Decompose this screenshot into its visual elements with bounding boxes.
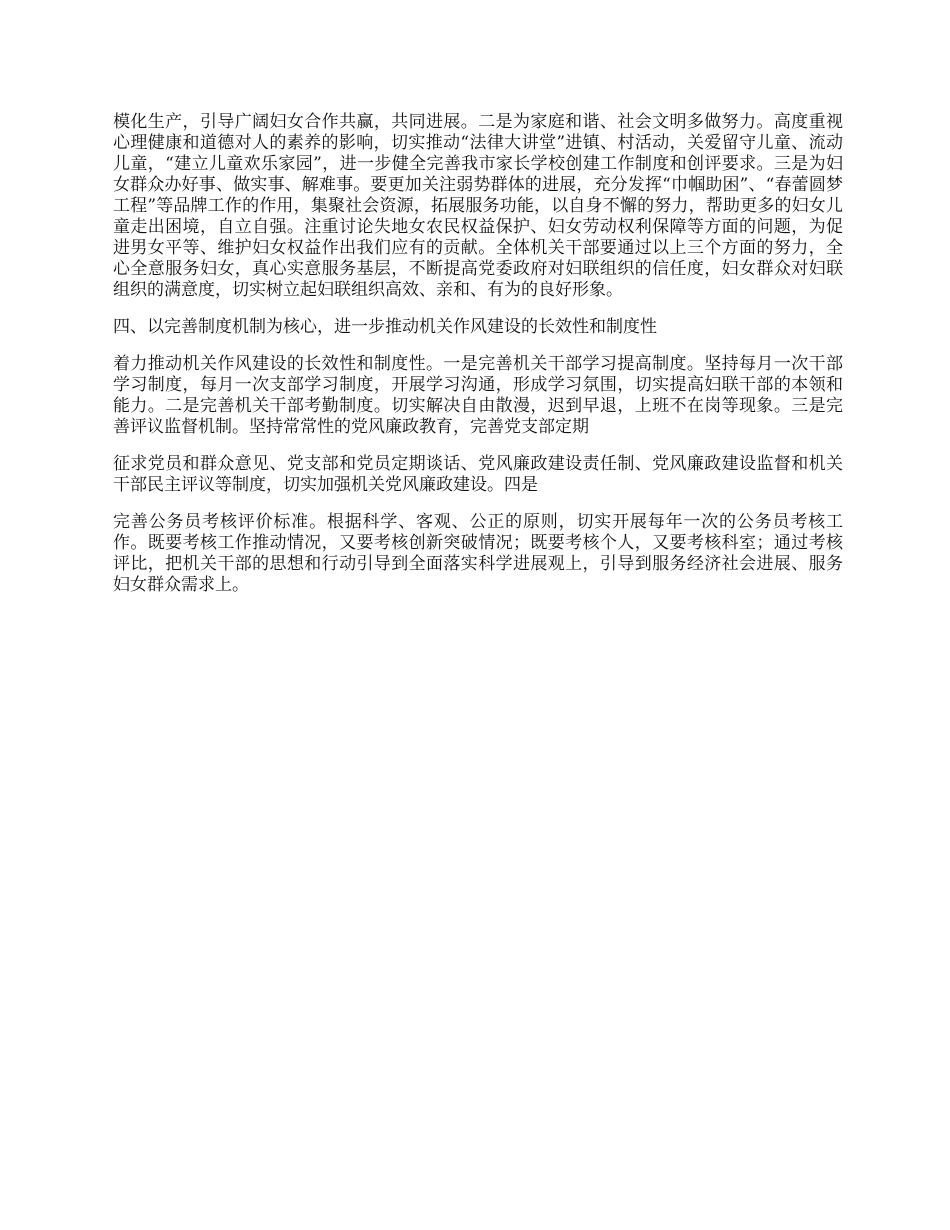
paragraph-party-conduct: 征求党员和群众意见、党支部和党员定期谈话、党风廉政建设责任制、党风廉政建设监督和机关干部民主评议等制度，切实加强机关党风廉政建设。四是: [113, 454, 843, 495]
paragraph-women-services: 模化生产，引导广阔妇女合作共赢，共同进展。二是为家庭和谐、社会文明多做努力。高度重视心理健康和道德对人的素养的影响，切实推动“法律大讲堂”进镇、村活动，关爱留守儿童、流动儿童，“建立儿童欢乐家园”，进一步健全完善我市家长学校创建工作制度和创评要求。三是为妇女群众办好事、做实事、解难事。要更加关注弱势群体的进展，充分发挥“巾帼助困”、“春蕾圆梦工程”等品牌工作的作用，集聚社会资源，拓展服务功能，以自身不懈的努力，帮助更多的妇女儿童走出困境，自立自强。注重讨论失地女农民权益保护、妇女劳动权利保障等方面的问题，为促进男女平等、维护妇女权益作出我们应有的贡献。全体机关干部要通过以上三个方面的努力，全心全意服务妇女，真心实意服务基层，不断提高党委政府对妇联组织的信任度，妇女群众对妇联组织的满意度，切实树立起妇联组织高效、亲和、有为的良好形象。: [113, 112, 843, 300]
paragraph-civil-servant-assessment: 完善公务员考核评价标准。根据科学、客观、公正的原则，切实开展每年一次的公务员考核工作。既要考核工作推动情况，又要考核创新突破情况；既要考核个人，又要考核科室；通过考核评比，把机关干部的思想和行动引导到全面落实科学进展观上，引导到服务经济社会进展、服务妇女群众需求上。: [113, 512, 843, 595]
paragraph-institution-building: 着力推动机关作风建设的长效性和制度性。一是完善机关干部学习提高制度。坚持每月一次干部学习制度，每月一次支部学习制度，开展学习沟通，形成学习氛围，切实提高妇联干部的本领和能力。二是完善机关干部考勤制度。切实解决自由散漫，迟到早退，上班不在岗等现象。三是完善评议监督机制。坚持常常性的党风廉政教育，完善党支部定期: [113, 354, 843, 437]
document-body: [113, 112, 843, 612]
section-heading-four: 四、以完善制度机制为核心，进一步推动机关作风建设的长效性和制度性: [113, 317, 657, 337]
